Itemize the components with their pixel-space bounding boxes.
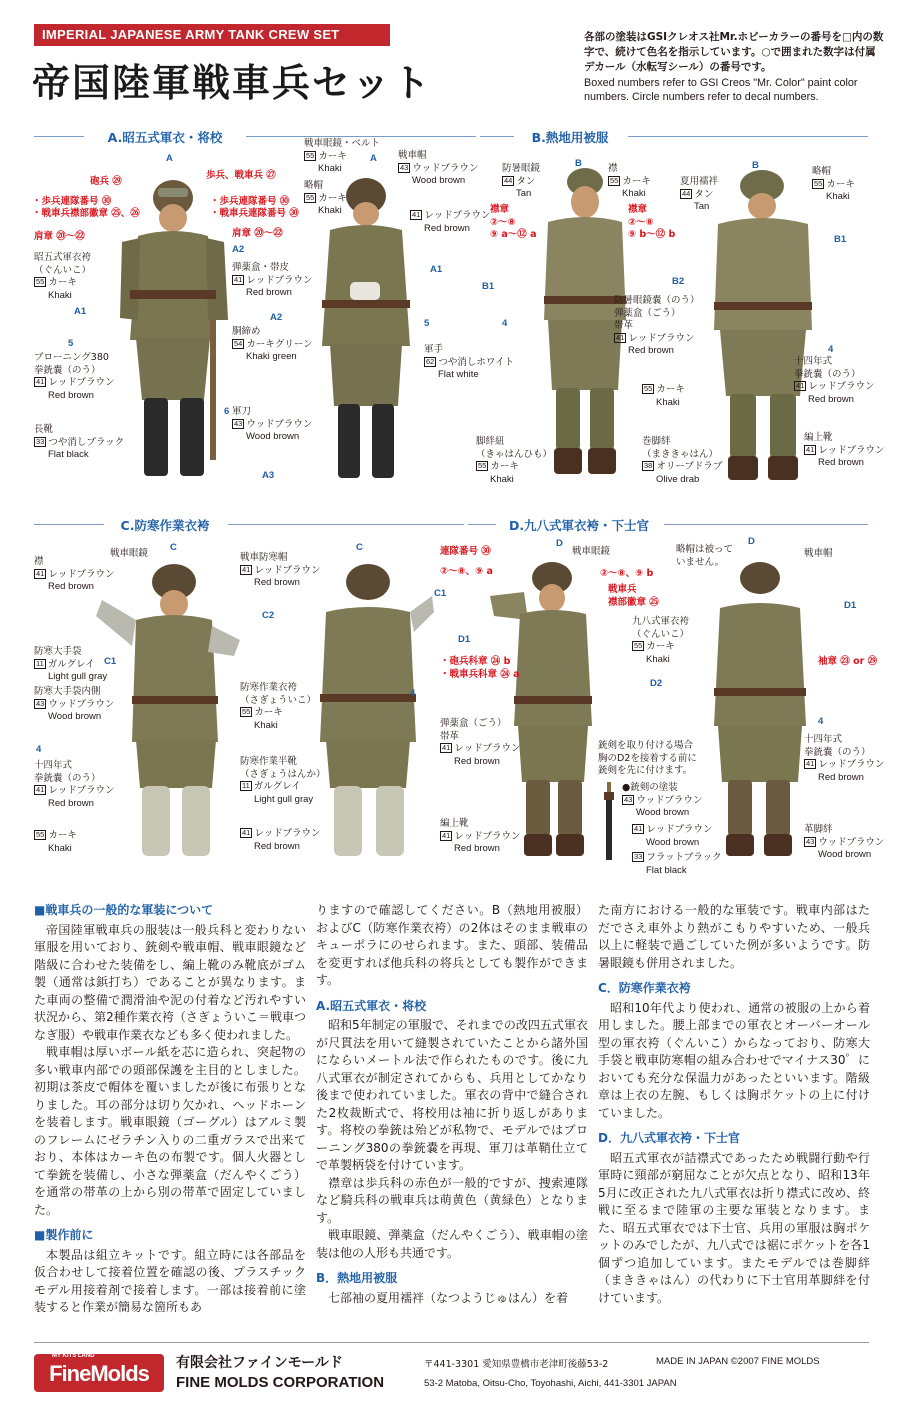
part-label: 6	[224, 406, 230, 417]
paint-callout: 55 カーキ Khaki	[644, 384, 685, 408]
paint-callout: 55 カーキ Khaki	[36, 830, 77, 854]
paint-callout: 略帽 55 カーキ Khaki	[304, 180, 347, 216]
address-english: 53-2 Matoba, Oitsu-Cho, Toyohashi, Aichi, 441-3301 JAPAN	[424, 1378, 677, 1389]
paint-callout: ブローニング380 拳銃嚢（のう） 41 レッドブラウン Red brown	[34, 352, 115, 401]
decal-label: 肩章 ⑳～㉒	[34, 231, 85, 242]
part-label: D	[556, 538, 563, 549]
divider	[228, 524, 464, 525]
paint-callout: 長靴 33 つや消しブラック Flat black	[34, 424, 125, 460]
part-label: A	[370, 153, 377, 164]
bayonet-illustration	[602, 782, 616, 862]
heading-section-c: C．防寒作業衣袴	[598, 981, 691, 995]
paint-callout: 防寒作業衣袴 （さぎょういこ） 55 カーキ Khaki	[240, 682, 317, 731]
heading-section-a: A.昭五式軍衣・将校	[316, 998, 427, 1013]
note-label: 略帽は被って いません。	[676, 544, 734, 568]
paint-callout: 戦車防寒帽 41 レッドブラウン Red brown	[240, 552, 321, 588]
part-label: D1	[844, 600, 857, 611]
paint-callout: 軍刀 43 ウッドブラウン Wood brown	[232, 406, 313, 442]
decal-label: ・歩兵連隊番号 ㉚	[32, 196, 112, 207]
company-name-english: FINE MOLDS CORPORATION	[176, 1374, 385, 1391]
paint-callout: ●銃剣の塗装 43 ウッドブラウン Wood brown	[622, 782, 703, 818]
part-label: D	[748, 536, 755, 547]
paint-callout: 41 レッドブラウン Red brown	[412, 210, 491, 234]
decal-label: ②～⑧、⑨ a	[440, 566, 493, 577]
decal-label: 肩章 ⑳～㉒	[232, 228, 283, 239]
text-column-3	[598, 902, 870, 1307]
decal-label: 襟章 ②～⑧ ⑨ a～⑫ a	[490, 204, 537, 240]
bayonet-note: 銃剣を取り付ける場合 胸のD2を接着する前に 銃剣を先に付けます。	[598, 740, 697, 776]
divider	[34, 136, 84, 137]
part-label: A	[166, 153, 173, 164]
part-label: C	[170, 542, 177, 553]
heading-section-b: B．熱地用被服	[316, 1271, 398, 1285]
paint-callout: 革脚絆 43 ウッドブラウン Wood brown	[804, 824, 885, 860]
paint-callout: 夏用襦袢 44 タン Tan	[680, 176, 719, 212]
paragraph: 襟章は歩兵科の赤色が一般的ですが、捜索連隊など騎兵科の戦車兵は萌黄色（黄緑色）となります。	[316, 1175, 588, 1225]
part-label: B	[575, 158, 582, 169]
paragraph: りますので確認してください。B（熱地用被服）およびC（防寒作業衣袴）の2体はそのまま戦車のキューポラにのせられます。また、頭部、装備品を変更すれば他兵科の将兵としても製作ができます。	[316, 903, 588, 987]
decal-label: ・戦車兵襟部徽章 ㉕、㉖	[32, 208, 140, 219]
paint-callout: 編上靴 41 レッドブラウン Red brown	[804, 432, 885, 468]
decal-label: 連隊番号 ㉚	[440, 546, 491, 557]
paint-callout: 軍手 62 つや消しホワイト Flat white	[424, 344, 515, 380]
paint-callout: 防暑眼鏡嚢（のう） 弾薬盒（ごう） 帯革 41 レッドブラウン Red brown	[614, 295, 700, 356]
paint-callout: 戦車帽	[804, 548, 833, 559]
paint-callout: 防暑眼鏡 44 タン Tan	[502, 163, 541, 199]
paint-callout: 41 レッドブラウン Red brown	[242, 828, 321, 852]
paint-callout: 編上靴 41 レッドブラウン Red brown	[440, 818, 521, 854]
figure-c-back	[306, 556, 436, 866]
paint-callout: 略帽 55 カーキ Khaki	[812, 166, 855, 202]
paint-callout: 昭五式軍衣袴 （ぐんいこ） 55 カーキ Khaki	[34, 252, 92, 301]
paint-callout: 十四年式 拳銃嚢（のう） 41 レッドブラウン Red brown	[804, 734, 885, 783]
text-column-1	[34, 902, 306, 1317]
paragraph: 昭和10年代より使われ、通常の被服の上から着用しました。腰上部までの軍衣とオーバーオール型の軍衣袴（ぐんいこ）からなっており、防寒大手袋と戦車防寒帽の組み合わせでマイナス30゜においても充分な保温力があったといいます。階級章は上衣の左腕、もしくは胸ポケットの上に付けていました。	[598, 1000, 870, 1120]
figure-d-back	[704, 556, 824, 866]
paint-note-japanese: 各部の塗装はGSIクレオス社Mr.ホビーカラーの番号を□内の数字で、続けて色名を指示しています。○で囲まれた数字は付属デカール（水転写シール）の番号です。	[584, 31, 884, 73]
paint-callout: 襟 41 レッドブラウン Red brown	[34, 556, 115, 592]
decal-label: 砲兵 ㉙	[90, 176, 122, 187]
copyright: MADE IN JAPAN ©2007 FINE MOLDS	[656, 1356, 820, 1367]
part-label: 4	[818, 716, 824, 727]
part-label: 5	[68, 338, 74, 349]
part-label: 4	[502, 318, 508, 329]
divider	[246, 136, 476, 137]
divider	[34, 524, 104, 525]
part-label: A2	[270, 312, 283, 323]
part-label: 4	[828, 344, 834, 355]
part-label: A1	[430, 264, 443, 275]
part-label: C1	[104, 656, 117, 667]
paint-callout: 胴締め 54 カーキグリーン Khaki green	[232, 326, 313, 362]
paragraph: 昭五式軍衣が詰襟式であったため戦闘行動や行軍時に頸部が窮屈なことが欠点となり、昭和13年5月に改正された九八式軍衣は折り襟式に改め、終戦に至るまで陸軍の主要な軍装となります。また、昭五式軍衣では下士官、兵用の軍服は胸ポケットのみでしたが、九八式では裾にポケットを各1個ずつ追加しています。またモデルでは巻脚絆（まききゃはん）の代わりに下士官用革脚絆を付けています。	[598, 1150, 870, 1305]
paint-callout: 九八式軍衣袴 （ぐんいこ） 55 カーキ Khaki	[632, 616, 690, 665]
part-label: C2	[262, 610, 275, 621]
part-label: 4	[410, 688, 416, 699]
divider	[628, 136, 868, 137]
part-label: A3	[262, 470, 275, 481]
part-label: B1	[834, 234, 847, 245]
text-column-2	[316, 902, 588, 1307]
part-label: A1	[74, 306, 87, 317]
paragraph: た南方における一般的な軍装です。戦車内部はただでさえ車外より熱がこもりやすいため、一般兵以上に軽装で過ごしていた例が多いようです。防暑眼鏡も併用されました。	[598, 903, 870, 970]
part-label: C1	[434, 588, 447, 599]
divider	[34, 1342, 869, 1343]
section-title-c: C.防寒作業衣袴	[120, 518, 210, 533]
figure-c-front	[92, 556, 242, 866]
paint-callout: 十四年式 拳銃嚢（のう） 41 レッドブラウン Red brown	[794, 356, 875, 405]
decal-label: 襟章 ②～⑧ ⑨ b～⑫ b	[628, 204, 676, 240]
address-japanese: 〒441-3301 愛知県豊橋市老津町後藤53-2	[424, 1359, 609, 1370]
section-title-a: A.昭五式軍衣・将校	[107, 130, 223, 145]
paint-callout: 巻脚絆 （まききゃはん） 38 オリーブドラブ Olive drab	[642, 436, 723, 485]
decal-label: ・砲兵科章 ㉔ b ・戦車兵科章 ㉔ a	[440, 656, 520, 680]
paint-callout: 防寒大手袋内側 43 ウッドブラウン Wood brown	[34, 686, 115, 722]
part-label: 4	[36, 744, 42, 755]
heading-section-d: D．九八式軍衣袴・下士官	[598, 1131, 740, 1145]
paint-callout: 脚絆紐 （きゃはんひも） 55 カーキ Khaki	[476, 436, 553, 485]
english-title-banner: IMPERIAL JAPANESE ARMY TANK CREW SET	[34, 24, 390, 46]
paint-callout: 十四年式 拳銃嚢（のう） 41 レッドブラウン Red brown	[34, 760, 115, 809]
part-label: B	[752, 160, 759, 171]
decal-label: 歩兵、戦車兵 ㉗	[206, 170, 276, 181]
heading-before-building: ■製作前に	[34, 1228, 94, 1242]
paint-callout: 戦車帽 43 ウッドブラウン Wood brown	[398, 150, 479, 186]
figure-a-back	[306, 170, 426, 490]
part-label: D2	[650, 678, 663, 689]
divider	[468, 524, 496, 525]
paint-callout: 弾薬盒（ごう） 帯革 41 レッドブラウン Red brown	[440, 718, 521, 767]
paint-callout: 襟 55 カーキ Khaki	[608, 163, 651, 199]
part-label: A2	[232, 244, 245, 255]
paint-callout: 33 フラットブラック Flat black	[634, 852, 722, 876]
paint-callout: 41 レッドブラウン Wood brown	[634, 824, 713, 848]
decal-label: ②～⑧、⑨ b	[600, 568, 654, 579]
paragraph: 本製品は組立キットです。組立時には各部品を仮合わせして接着位置を確認の後、プラスチックモデル用接着剤で接着します。一部は接着前に塗装すると作業が簡易な箇所もあ	[34, 1247, 306, 1314]
paint-callout: 戦車眼鏡	[110, 548, 149, 559]
decal-label: ・歩兵連隊番号 ㉚	[210, 196, 290, 207]
section-title-d: D.九八式軍衣袴・下士官	[508, 518, 650, 533]
paragraph: 昭和5年制定の軍服で、それまでの改四五式軍衣が尺貫法を用いて縫製されていたことから諸外国にならいメートル法で作られたものです。後に九八式軍衣が制定されてからも、兵用としてかなり後まで使われていました。軍衣の背中で縫合された2枚裁断式で、将校用は袖に折り返しがあります。将校の拳銃は殆どが私物で、モデルではブローニング380の拳銃嚢を再現、軍刀は革鞘仕立てで革製柄袋を付けています。	[316, 1018, 588, 1172]
fine-molds-logo: MY KITS LAND FineMolds	[34, 1354, 164, 1392]
paragraph: 戦車帽は厚いボール紙を芯に造られ、突起物の多い戦車内部での頭部保護を主目的としました。初期は茶皮で帽体を覆いましたが後に布張りとなりました。耳の部分は切り欠かれ、ヘッドホーンを装着します。戦車眼鏡（ゴーグル）はアルミ製のフレームにゼラチン入りの二重ガラスで出来ており、本体はカーキ色の布製です。個人火器として拳銃を装備し、小さな弾薬盒（だんやくごう）を通常の帯革の上から別の帯革で固定していました。	[34, 1045, 306, 1217]
decal-label: ・戦車兵連隊番号 ㉚	[210, 208, 299, 219]
paragraph: 戦車眼鏡、弾薬盒（だんやくごう）、戦車帽の塗装は他の人形も共通です。	[316, 1228, 588, 1260]
decal-label: 戦車兵 襟部徽章 ㉕	[608, 584, 659, 608]
part-label: C	[356, 542, 363, 553]
paint-callout: 弾薬盒・帯皮 41 レッドブラウン Red brown	[232, 262, 313, 298]
paint-callout: 戦車眼鏡・ベルト 55 カーキ Khaki	[304, 138, 381, 174]
part-label: D1	[458, 634, 471, 645]
heading-general: ■戦車兵の一般的な軍装について	[34, 903, 214, 917]
part-label: B2	[672, 276, 685, 287]
paint-callout: 防寒作業半靴 （さぎょうはんか） 11 ガルグレイ Light gull gray	[240, 756, 326, 805]
divider	[480, 136, 514, 137]
section-title-b: B.熱地用被服	[531, 130, 609, 145]
decal-label: 袖章 ㉓ or ㉙	[818, 656, 878, 667]
paragraph: 帝国陸軍戦車兵の服装は一般兵科と変わりない軍服を用いており、銃剣や戦車帽、戦車眼鏡など階級に合わせた装備をし、編上靴のみ靴底がゴム製（通常は鋲打ち）であることが異なります。また車両の整備で潤滑油や泥の付着など汚れやすい状況から、第2種作業衣袴（さぎょういこ＝戦車つなぎ服）や戦車作業衣なども多く使われました。	[34, 922, 306, 1042]
paint-callout: 防寒大手袋 11 ガルグレイ Light gull gray	[34, 646, 108, 682]
paragraph: 七部袖の夏用襦袢（なつようじゅはん）を着	[328, 1290, 569, 1305]
divider	[664, 524, 868, 525]
company-name-japanese: 有限会社ファインモールド	[176, 1355, 343, 1371]
part-label: B1	[482, 281, 495, 292]
page-title: 帝国陸軍戦車兵セット	[32, 60, 433, 105]
paint-note-english: Boxed numbers refer to GSI Creos "Mr. Color" paint color numbers. Circle numbers refer to decal numbers.	[584, 77, 858, 103]
part-label: 5	[424, 318, 430, 329]
paint-callout: 戦車眼鏡	[572, 546, 611, 557]
